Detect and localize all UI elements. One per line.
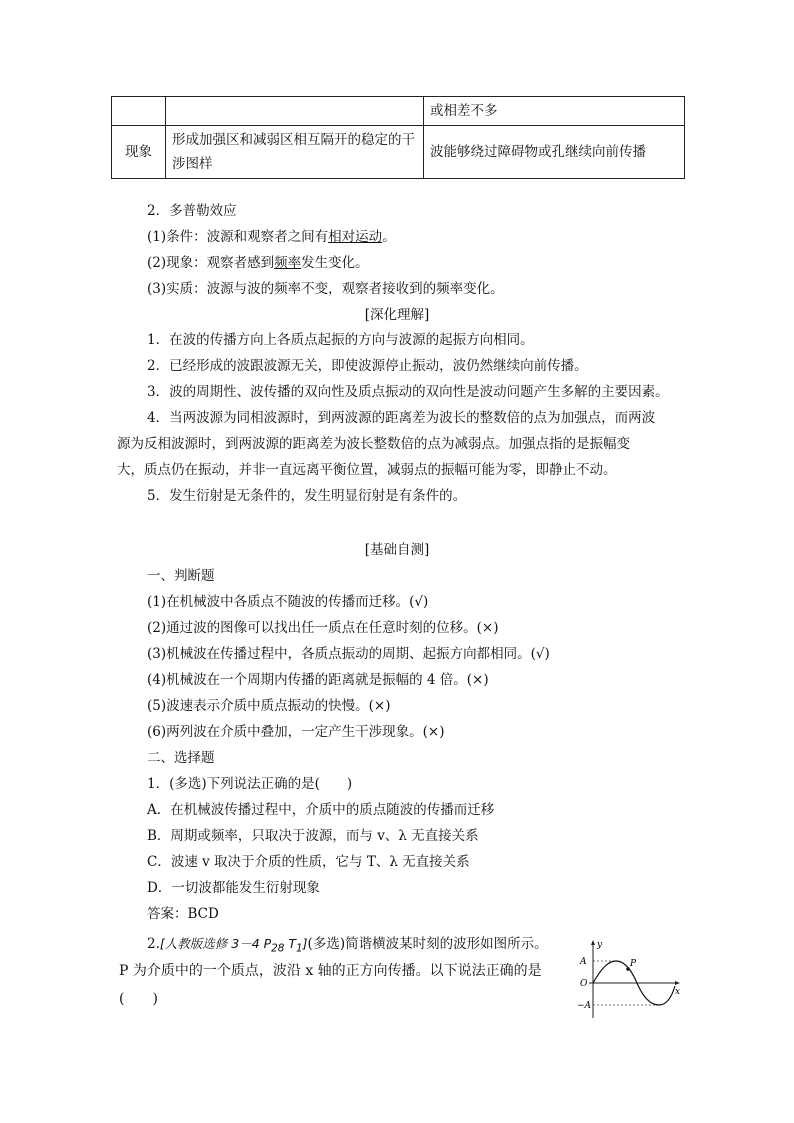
table-cell-interference: 形成加强区和减弱区相互隔开的稳定的干涉图样	[166, 126, 424, 179]
question-2-line-3: ( )	[119, 991, 158, 1007]
a-label: A	[580, 957, 587, 967]
comparison-table	[111, 96, 685, 179]
y-axis-arrow	[591, 940, 595, 945]
deep-point-2: 2．已经形成的波跟波源无关，即使波源停止振动，波仍然继续向前传播。	[147, 358, 588, 374]
question-1-option-c: C．波速 v 取决于介质的性质，它与 T、λ 无直接关系	[147, 854, 470, 870]
deep-point-4-line-3: 大，质点仍在振动，并非一直远离平衡位置，减弱点的振幅可能为零，即静止不动。	[117, 462, 617, 478]
deep-point-4-line-1: 4．当两波源为同相波源时，到两波源的距离差为波长的整数倍的点为加强点，而两波	[147, 410, 656, 426]
doppler-condition	[147, 228, 396, 246]
deep-point-5: 5．发生衍射是无条件的，发生明显衍射是有条件的。	[147, 488, 467, 504]
source-text: [人教版选修 3－4 P	[159, 936, 272, 951]
judge-item-5: (5)波速表示介质中质点振动的快慢。(×)	[147, 698, 391, 714]
p-label: P	[630, 959, 637, 969]
deep-point-4-line-2: 源为反相波源时，到两波源的距离差为波长整数倍的点为减弱点。加强点指的是振幅变	[117, 436, 630, 452]
doppler-phenomenon	[147, 254, 369, 272]
judge-item-4: (4)机械波在一个周期内传播的距离就是振幅的 4 倍。(×)	[147, 672, 489, 688]
negative-a-label: −A	[577, 1001, 592, 1011]
question-1-option-d: D．一切波都能发生衍射现象	[147, 880, 320, 896]
choice-heading: 二、选择题	[147, 750, 215, 766]
table-cell	[166, 97, 424, 126]
table-cell: 或相差不多	[424, 97, 685, 126]
condition-underlined: 相对运动	[328, 229, 383, 245]
x-axis-arrow	[675, 981, 680, 985]
table-row	[112, 126, 685, 179]
x-label: x	[675, 987, 681, 997]
deep-point-1: 1．在波的传播方向上各质点起振的方向与波源的起振方向相同。	[147, 332, 534, 348]
self-test-title: [基础自测]	[364, 542, 430, 558]
source-text-2: T	[284, 936, 297, 951]
phenomenon-text: (2)现象：观察者感到	[147, 255, 275, 271]
deep-understanding-title: [深化理解]	[364, 307, 430, 323]
condition-end: 。	[382, 229, 396, 245]
question-2-line-1	[147, 935, 548, 958]
phenomenon-underlined: 频率	[274, 255, 302, 271]
question-2-line-2: P 为介质中的一个质点，波沿 x 轴的正方向传播。以下说法正确的是	[119, 963, 542, 979]
condition-text: (1)条件：波源和观察者之间有	[147, 229, 329, 245]
question-1-option-a: A．在机械波传播过程中，介质中的质点随波的传播而迁移	[147, 802, 495, 818]
judge-item-1: (1)在机械波中各质点不随波的传播而迁移。(√)	[147, 594, 429, 610]
table-row	[112, 97, 685, 126]
question-1-answer: 答案：BCD	[147, 906, 219, 922]
judge-item-6: (6)两列波在介质中叠加，一定产生干涉现象。(×)	[147, 724, 445, 740]
judge-item-3: (3)机械波在传播过程中，各质点振动的周期、起振方向都相同。(√)	[147, 646, 550, 662]
wave-figure	[577, 938, 682, 1020]
source-close: ]	[302, 936, 308, 951]
source-page-sub: 28	[271, 942, 285, 955]
origin-label: O	[580, 979, 588, 989]
question-2-number: 2.	[147, 936, 160, 952]
question-2-source	[159, 936, 308, 955]
judge-heading: 一、判断题	[147, 568, 215, 584]
table-cell	[112, 97, 166, 126]
judge-item-2: (2)通过波的图像可以找出任一质点在任意时刻的位移。(×)	[147, 620, 499, 636]
question-1: 1．(多选)下列说法正确的是( )	[147, 776, 353, 792]
question-1-option-b: B．周期或频率，只取决于波源，而与 v、λ 无直接关系	[147, 828, 479, 844]
doppler-essence: (3)实质：波源与波的频率不变，观察者接收到的频率变化。	[147, 281, 504, 297]
table-cell-diffraction: 波能够绕过障碍物或孔继续向前传播	[424, 126, 685, 179]
doppler-heading: 2．多普勒效应	[147, 203, 237, 219]
deep-point-3: 3．波的周期性、波传播的双向性及质点振动的双向性是波动问题产生多解的主要因素。	[147, 384, 669, 400]
y-label: y	[597, 940, 603, 950]
source-item-sub: 1	[296, 942, 303, 955]
question-2-text: (多选)简谐横波某时刻的波形如图所示。	[307, 936, 548, 952]
phenomenon-end: 发生变化。	[301, 255, 369, 271]
table-cell-phenomenon-label: 现象	[112, 126, 166, 179]
